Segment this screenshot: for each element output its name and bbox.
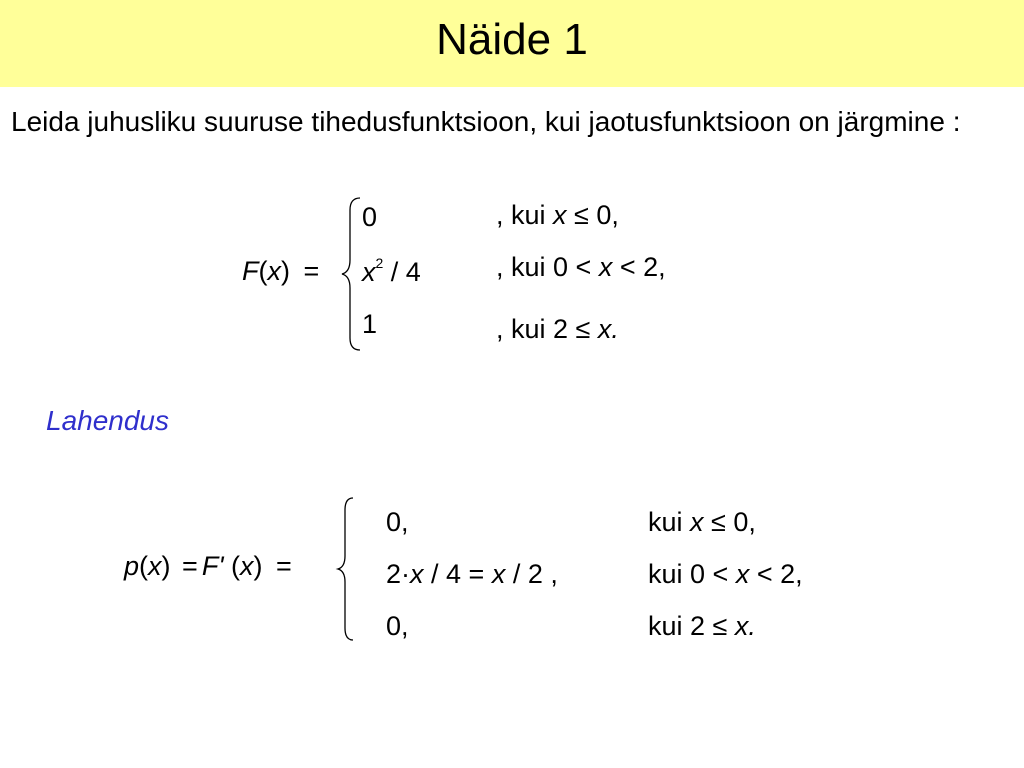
slide-title: Näide 1 (436, 15, 588, 64)
solution-heading: Lahendus (46, 405, 170, 436)
distribution-case-2-expr: $x^2 / 4$ (362, 255, 421, 287)
density-case-2-cond: kui 0 < x < 2, (648, 559, 803, 589)
distribution-brace (338, 196, 364, 352)
distribution-lhs: F(x) = (242, 256, 320, 286)
density-case-3-expr: 0, (386, 611, 409, 641)
density-case-1-expr: 0, (386, 507, 409, 537)
density-case-3-cond: kui 2 ≤ x. (648, 611, 756, 641)
distribution-case-3-cond: , kui 2 ≤ x. (496, 314, 619, 344)
density-case-1-cond: kui x ≤ 0, (648, 507, 756, 537)
density-lhs: p(x) = F' (x) = (124, 551, 292, 581)
density-brace (334, 496, 356, 642)
problem-statement: Leida juhusliku suuruse tihedusfunktsioon, kui jaotusfunktsioon on järgmine : (11, 106, 961, 137)
distribution-case-2-cond: , kui 0 < x < 2, (496, 252, 666, 282)
distribution-case-3-expr: 1 (362, 309, 378, 339)
distribution-case-1-expr: 0 (362, 202, 378, 232)
density-case-2-expr: 2·x / 4 = x / 2 , (386, 559, 558, 589)
distribution-case-1-cond: , kui x ≤ 0, (496, 200, 619, 230)
